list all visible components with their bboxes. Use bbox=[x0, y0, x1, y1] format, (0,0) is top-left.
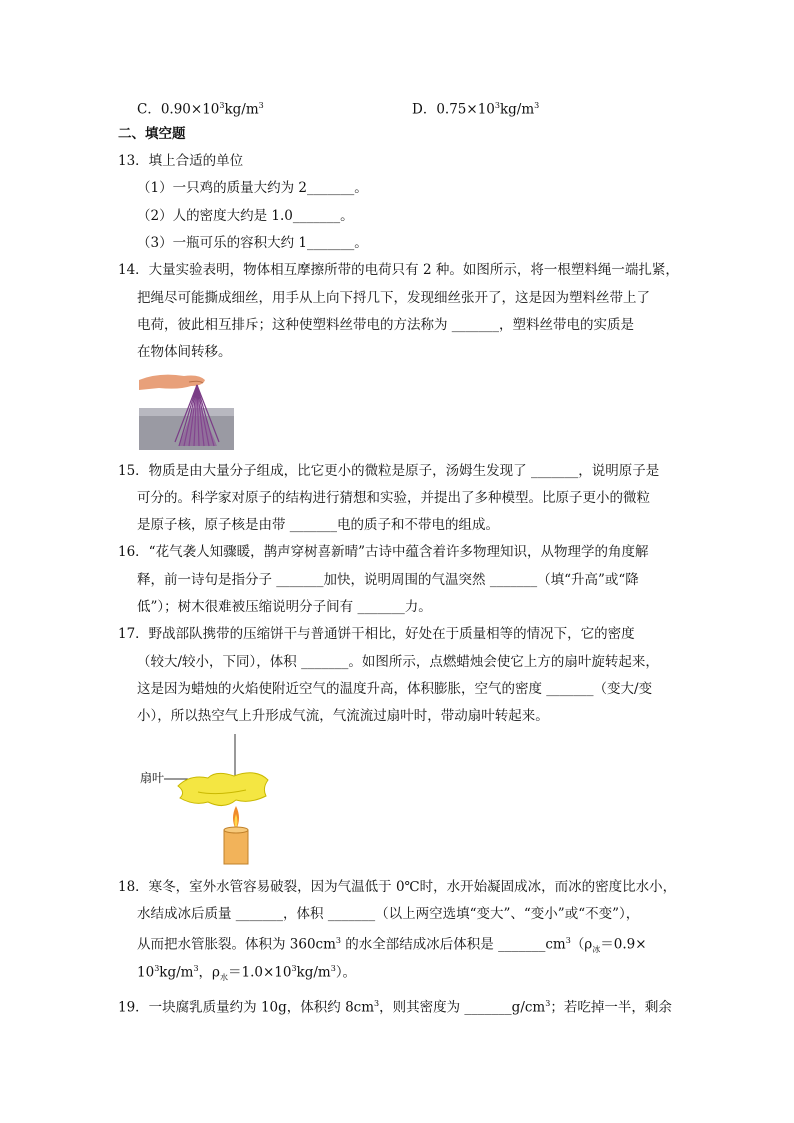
q17-line4: 小），所以热空气上升形成气流，气流流过扇叶时，带动扇叶转起来。 bbox=[137, 708, 549, 724]
q14-line1: 14．大量实验表明，物体相互摩擦所带的电荷只有 2 种。如图所示，将一根塑料绳一端扎紧， bbox=[118, 262, 679, 278]
q17-line2: （较大/较小，下同），体积 _______。如图所示，点燃蜡烛会使它上方的扇叶旋转起来， bbox=[137, 654, 659, 670]
q15-line2: 可分的。科学家对原子的结构进行猜想和实验，并提出了多种模型。比原子更小的微粒 bbox=[137, 490, 650, 506]
q15-line1: 15．物质是由大量分子组成，比它更小的微粒是原子，汤姆生发现了 _______，说明原子是 bbox=[118, 463, 660, 479]
q18-line1: 18．寒冬，室外水管容易破裂，因为气温低于 0℃时，水开始凝固成冰，而冰的密度比水小， bbox=[118, 879, 677, 895]
q17-line3: 这是因为蜡烛的火焰使附近空气的温度升高，体积膨胀，空气的密度 _______（变大/变 bbox=[137, 681, 653, 697]
q13-sub2: （2）人的密度大约是 1.0_______。 bbox=[137, 208, 354, 224]
q15-line3: 是原子核，原子核是由带 _______电的质子和不带电的组成。 bbox=[137, 517, 500, 533]
option-c: C．$0.90\times 10^3kg/m^3$ bbox=[137, 101, 264, 118]
q16-line2: 释，前一诗句是指分子 _______加快，说明周围的气温突然 _______（填“升高”或“降 bbox=[137, 572, 639, 588]
q18-line3: 从而把水管胀裂。体积为 $360cm^3$ 的水全部结成冰后体积是 $\_\_\_\_\_\_\_cm^3(\rho_冰=0.9\times$ bbox=[137, 936, 647, 955]
q16-line3: 低”）；树木很难被压缩说明分子间有 _______力。 bbox=[137, 599, 432, 615]
q19-line1: 19．一块腐乳质量约为 10g，体积约 $8cm^3$，则其密度为 $\_\_\_\_\_\_\_g/cm^3$；若吃掉一半，剩余 bbox=[118, 999, 672, 1016]
plastic-strands-figure bbox=[139, 368, 234, 450]
q14-line3: 电荷，彼此相互排斥；这种使塑料丝带电的方法称为 _______，塑料丝带电的实质是 bbox=[137, 317, 635, 333]
q14-line2: 把绳尽可能撕成细丝，用手从上向下捋几下，发现细丝张开了，这是因为塑料丝带上了 bbox=[137, 290, 650, 306]
q13-sub3: （3）一瓶可乐的容积大约 1_______。 bbox=[137, 235, 368, 251]
fan-blade-label: 扇叶 bbox=[140, 771, 165, 785]
q16-line1: 16．“花气袭人知骤暖，鹊声穿树喜新晴”古诗中蕴含着许多物理知识，从物理学的角度解 bbox=[118, 544, 649, 560]
q17-line1: 17．野战部队携带的压缩饼干与普通饼干相比，好处在于质量相等的情况下，它的密度 bbox=[118, 626, 635, 642]
candle-fan-figure bbox=[138, 734, 278, 866]
q13-sub1: （1）一只鸡的质量大约为 2_______。 bbox=[137, 180, 368, 196]
q18-line4: $10^3kg/m^3$，$\rho_水=1.0\times 10^3kg/m^3$）。 bbox=[137, 964, 357, 983]
q18-line2: 水结成冰后质量 _______，体积 _______（以上两空选填“变大”、“变小”或“不变”）， bbox=[137, 906, 640, 922]
q14-line4: 在物体间转移。 bbox=[137, 344, 232, 360]
section-title: 二、填空题 bbox=[118, 126, 186, 142]
q13-stem: 13．填上合适的单位 bbox=[118, 153, 244, 169]
option-d: D．$0.75\times 10^3kg/m^3$ bbox=[412, 101, 540, 118]
